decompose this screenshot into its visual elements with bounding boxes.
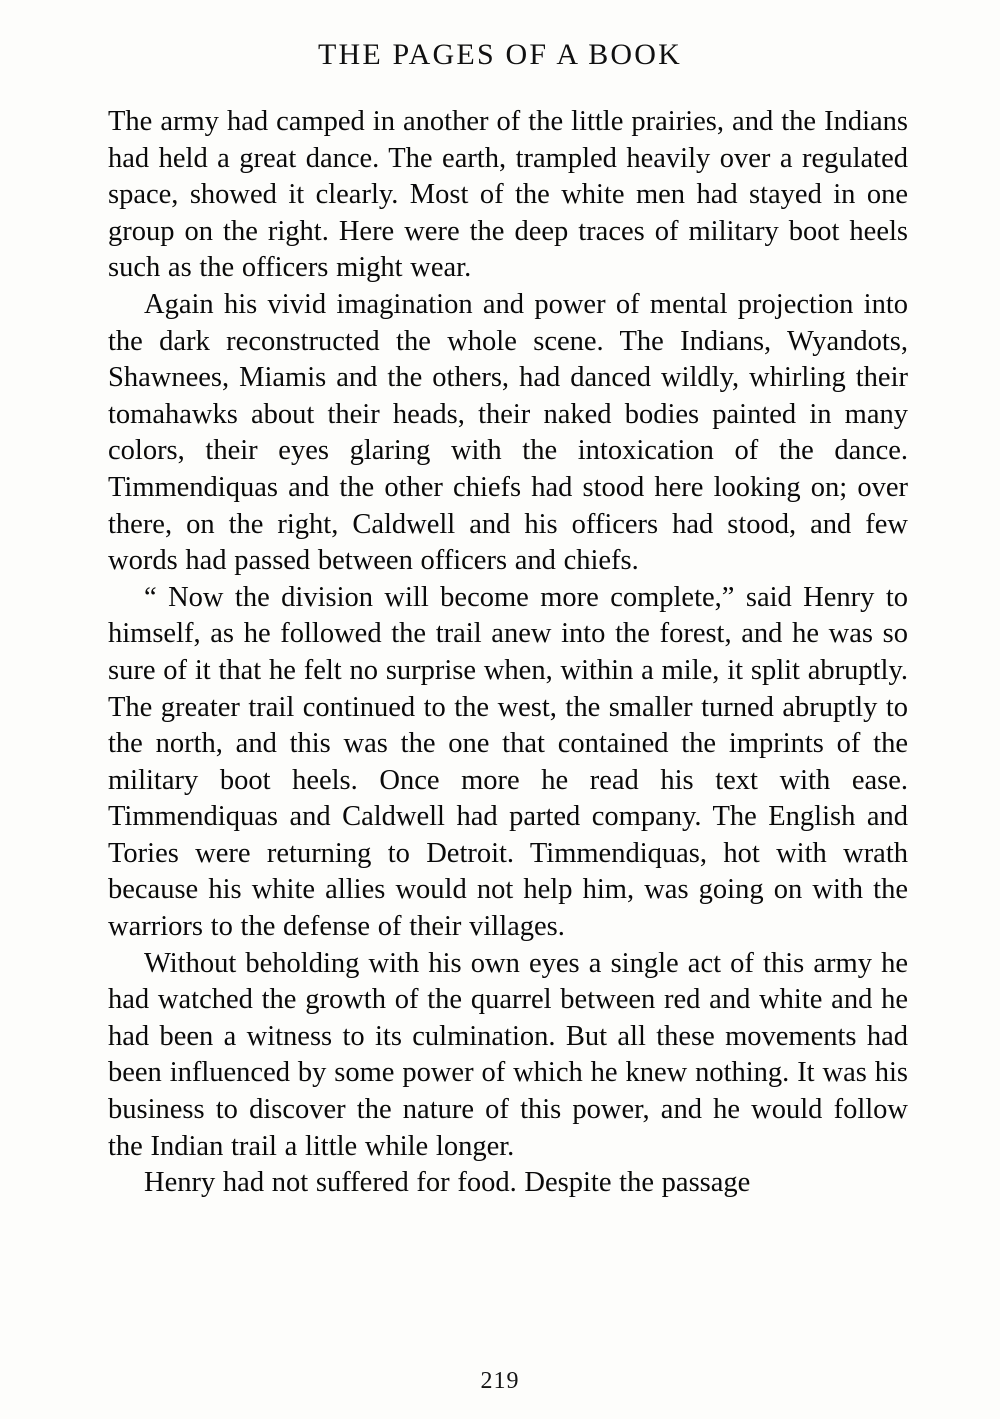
paragraph-3: “ Now the division will become more complete,” said Henry to himself, as he followed the trail anew into the forest, and he was so sure of it that he felt no surprise when, within a mile, it split abruptly. The greater trail continued to the west, the smaller turned abruptly to the north, and this was the one that contained the imprints of the military boot heels. Once more he read his text with ease. Timmendiquas and Caldwell had parted company. The English and Tories were returning to Detroit. Timmendiquas, hot with wrath because his white allies would not help him, was going on with the warriors to the defense of their villages.: [108, 581, 908, 943]
page-number: 219: [480, 1368, 520, 1394]
paragraph-2: Again his vivid imagination and power of mental projection into the dark reconstructed the whole scene. The Indians, Wyandots, Shawnees, Miamis and the others, had danced wildly, whirling their tomahawks about their heads, their naked bodies painted in many colors, their eyes glaring with the intoxication of the dance. Timmendiquas and the other chiefs had stood here looking on; over there, on the right, Caldwell and his officers had stood, and few words had passed between officers and chiefs.: [108, 288, 908, 577]
body-text-column: [108, 104, 908, 1202]
paragraph-1: The army had camped in another of the little prairies, and the Indians had held a great dance. The earth, trampled heavily over a regulated space, showed it clearly. Most of the white men had stayed in one group on the right. Here were the deep traces of military boot heels such as the officers might wear.: [108, 106, 908, 284]
paragraph-5: Henry had not suffered for food. Despite the passage: [144, 1167, 751, 1199]
running-head: THE PAGES OF A BOOK: [317, 38, 683, 71]
paragraph-4: Without beholding with his own eyes a single act of this army he had watched the growth of the quarrel between red and white and he had been a witness to its culmination. But all these movements had been influenced by some power of which he knew nothing. It was his business to discover the nature of this power, and he would follow the Indian trail a little while longer.: [108, 947, 908, 1162]
